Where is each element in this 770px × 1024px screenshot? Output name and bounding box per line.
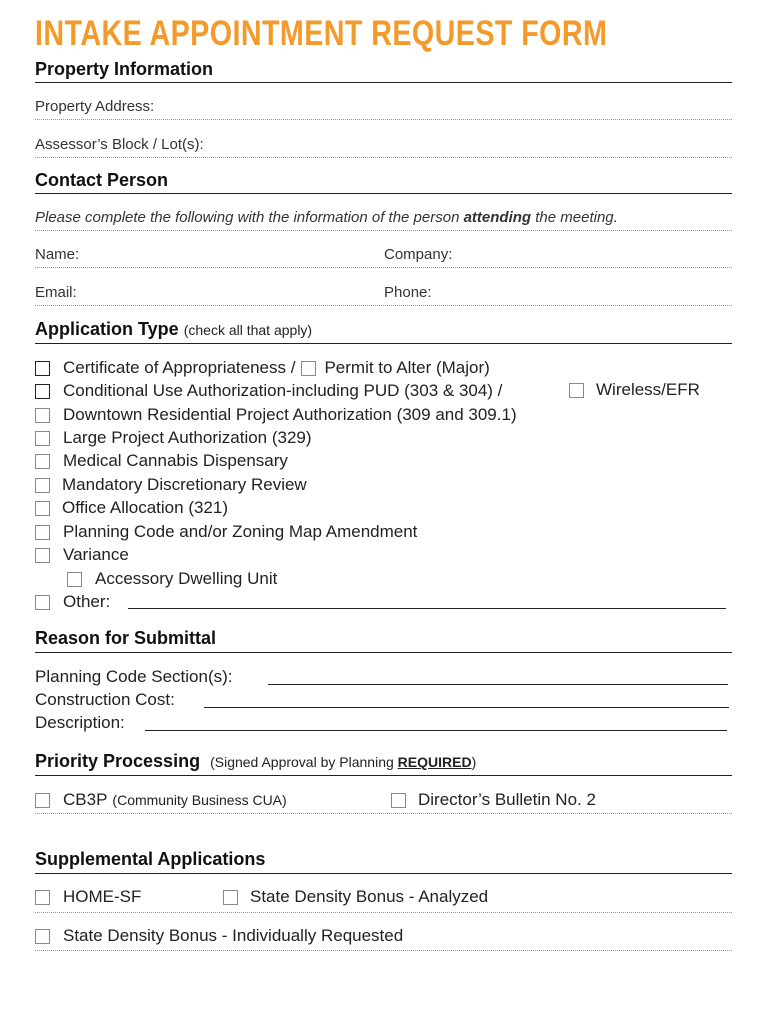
option-row-large-project [35, 428, 312, 448]
block-lot-label: Assessor’s Block / Lot(s): [35, 136, 204, 153]
description-input-line[interactable] [145, 730, 727, 731]
option-note-cb3p: (Community Business CUA) [112, 792, 287, 808]
contact-instruction: Please complete the following with the information of the person attending the meeting. [35, 209, 618, 226]
application-note: (check all that apply) [183, 322, 313, 338]
construction-cost-input-line[interactable] [204, 707, 729, 708]
option-label-downtown: Downtown Residential Project Authorization (309 and 309.1) [63, 405, 517, 424]
row-divider [35, 950, 732, 951]
option-row-bulletin [391, 790, 596, 810]
option-row-wireless [569, 380, 700, 400]
priority-note: (Signed Approval by Planning REQUIRED) [210, 754, 477, 770]
row-divider [35, 813, 732, 814]
option-label-home-sf: HOME-SF [63, 887, 142, 906]
option-row-adu [67, 569, 277, 589]
planning-code-label: Planning Code Section(s): [35, 667, 233, 686]
checkbox-sdb-analyzed[interactable] [223, 890, 238, 905]
planning-code-input-line[interactable] [268, 684, 728, 685]
section-divider [35, 652, 732, 653]
option-label-other: Other: [63, 592, 111, 611]
property-address-field[interactable] [35, 119, 732, 120]
name-company-field[interactable] [35, 267, 732, 268]
application-section-heading: Application Type (check all that apply) [35, 319, 313, 339]
section-divider [35, 82, 732, 83]
name-label: Name: [35, 246, 80, 263]
reason-section-heading: Reason for Submittal [35, 628, 217, 648]
option-label-office: Office Allocation (321) [62, 498, 228, 517]
section-divider [35, 193, 732, 194]
section-divider [35, 873, 732, 874]
option-row-other [35, 592, 110, 612]
description-label: Description: [35, 713, 125, 732]
option-label-mdr: Mandatory Discretionary Review [62, 475, 307, 494]
option-label-cua: Conditional Use Authorization-including PUD (303 & 304) / [63, 381, 503, 400]
priority-section-heading: Priority Processing (Signed Approval by Planning REQUIRED) [35, 751, 477, 771]
checkbox-mdr[interactable] [35, 478, 50, 493]
option-row-cannabis [35, 451, 288, 471]
form-title: INTAKE APPOINTMENT REQUEST FORM [35, 14, 608, 53]
option-row-downtown [35, 405, 517, 425]
option-row-cua [35, 381, 502, 401]
checkbox-cannabis[interactable] [35, 454, 50, 469]
section-divider [35, 343, 732, 344]
phone-label: Phone: [384, 284, 432, 301]
option-label-permit-to-alter: Permit to Alter (Major) [324, 358, 490, 377]
option-row-sdb-individual [35, 926, 403, 946]
option-label-coa: Certificate of Appropriateness / [63, 358, 296, 377]
option-label-zoning: Planning Code and/or Zoning Map Amendment [63, 522, 418, 541]
option-label-adu: Accessory Dwelling Unit [95, 569, 278, 588]
checkbox-bulletin[interactable] [391, 793, 406, 808]
email-phone-field[interactable] [35, 305, 732, 306]
checkbox-permit-to-alter[interactable] [301, 361, 316, 376]
section-divider [35, 775, 732, 776]
checkbox-cua[interactable] [35, 384, 50, 399]
option-row-sdb-analyzed [223, 887, 488, 907]
option-row-coa [35, 358, 490, 378]
checkbox-downtown[interactable] [35, 408, 50, 423]
option-row-mdr [35, 475, 307, 495]
construction-cost-label: Construction Cost: [35, 690, 175, 709]
checkbox-adu[interactable] [67, 572, 82, 587]
row-divider [35, 230, 732, 231]
option-row-home-sf [35, 887, 141, 907]
option-label-cannabis: Medical Cannabis Dispensary [63, 451, 288, 470]
checkbox-other[interactable] [35, 595, 50, 610]
option-label-large-project: Large Project Authorization (329) [63, 428, 312, 447]
option-label-wireless: Wireless/EFR [596, 380, 700, 399]
property-address-label: Property Address: [35, 98, 155, 115]
other-input-line[interactable] [128, 608, 726, 609]
option-row-zoning [35, 522, 417, 542]
contact-section-heading: Contact Person [35, 170, 169, 190]
checkbox-cb3p[interactable] [35, 793, 50, 808]
checkbox-office[interactable] [35, 501, 50, 516]
option-label-bulletin: Director’s Bulletin No. 2 [418, 790, 596, 809]
option-label-sdb-analyzed: State Density Bonus - Analyzed [250, 887, 489, 906]
checkbox-zoning[interactable] [35, 525, 50, 540]
checkbox-sdb-individual[interactable] [35, 929, 50, 944]
option-label-variance: Variance [63, 545, 129, 564]
checkbox-home-sf[interactable] [35, 890, 50, 905]
block-lot-field[interactable] [35, 157, 732, 158]
option-label-sdb-individual: State Density Bonus - Individually Requested [63, 926, 404, 945]
checkbox-wireless[interactable] [569, 383, 584, 398]
option-row-cb3p [35, 790, 287, 810]
option-row-variance [35, 545, 129, 565]
property-section-heading: Property Information [35, 59, 214, 79]
company-label: Company: [384, 246, 453, 263]
checkbox-large-project[interactable] [35, 431, 50, 446]
option-label-cb3p: CB3P [63, 790, 108, 809]
checkbox-coa[interactable] [35, 361, 50, 376]
row-divider [35, 912, 732, 913]
email-label: Email: [35, 284, 77, 301]
checkbox-variance[interactable] [35, 548, 50, 563]
option-row-office [35, 498, 228, 518]
supplemental-section-heading: Supplemental Applications [35, 849, 266, 869]
